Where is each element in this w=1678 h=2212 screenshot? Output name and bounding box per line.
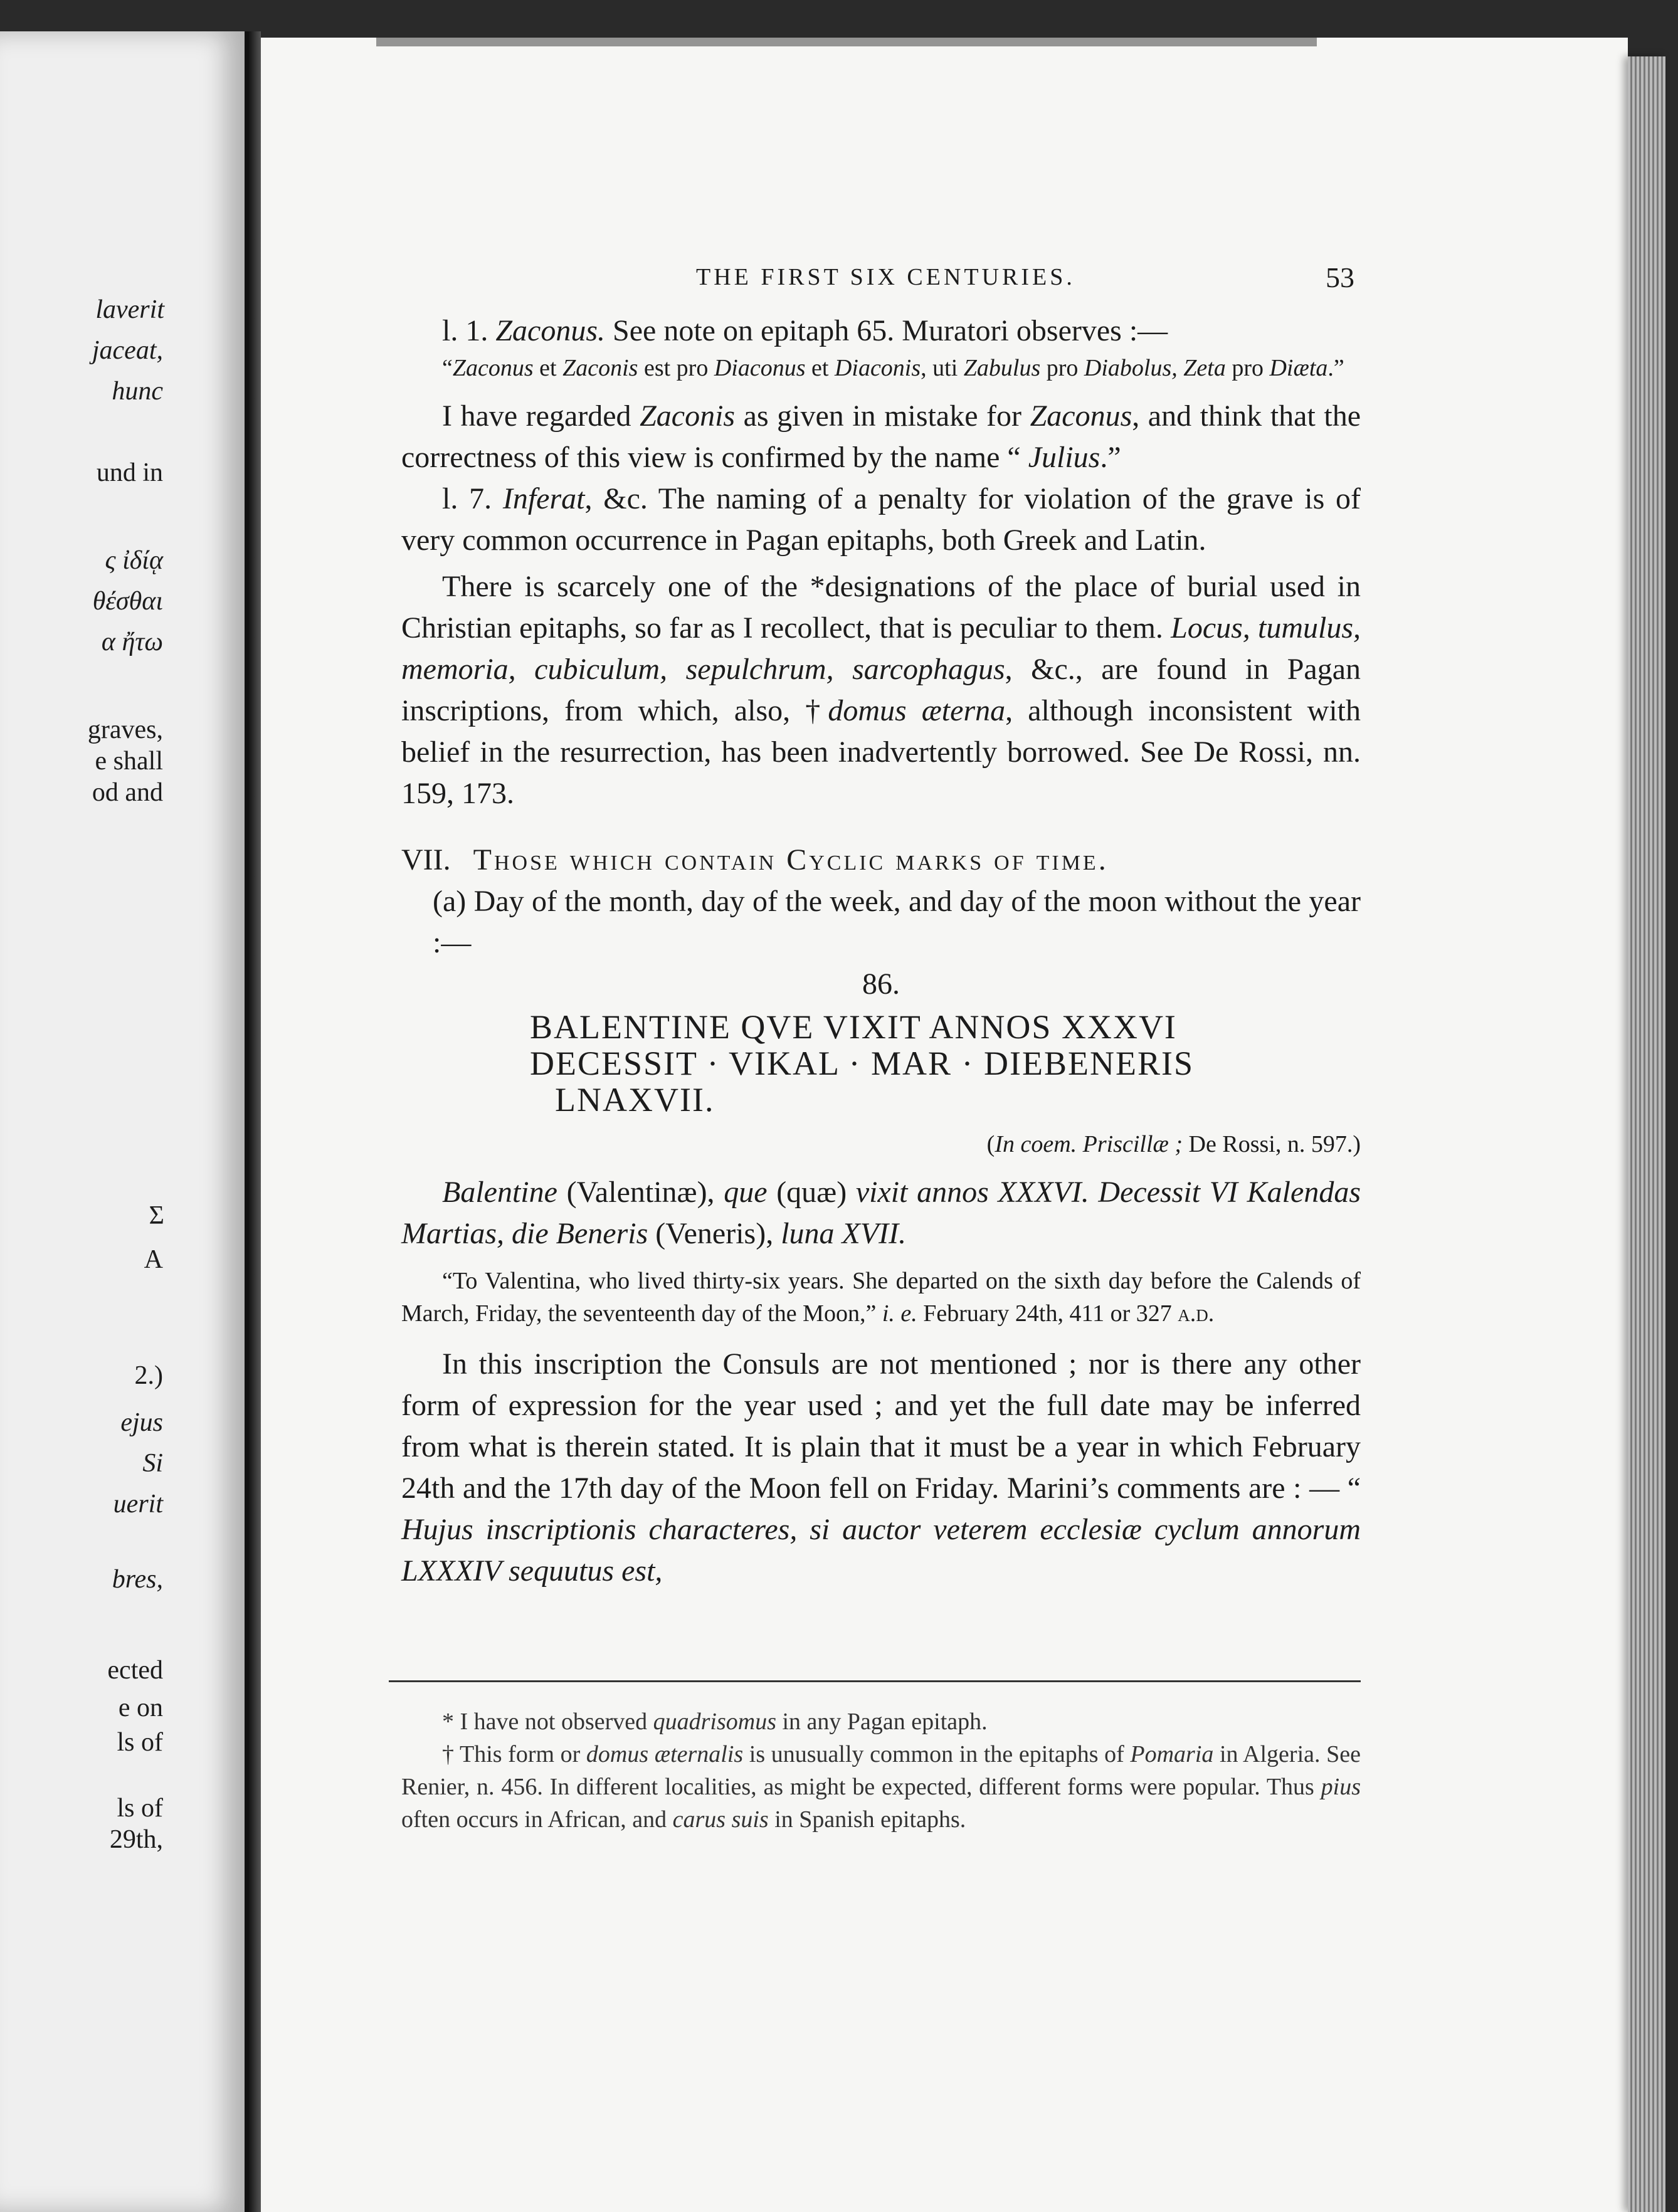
- scan-edge-shadow: [376, 38, 1317, 46]
- muratori-quote: [401, 352, 1361, 384]
- inscription-line-3: LNAXVII.: [555, 1081, 715, 1119]
- section-heading: [401, 840, 1361, 881]
- lemma: Zaconus.: [495, 314, 606, 347]
- paragraph-zaconis: [401, 396, 1361, 478]
- inscription-line-2: DECESSIT · VIKAL · MAR · DIEBENERIS: [530, 1045, 1194, 1082]
- text-run: There is scarcely one of the *designations of the place of burial used in Christian epitaphs, so far as I recollect, that is peculiar to them.: [401, 570, 1361, 645]
- footnote-rule: [389, 1680, 1361, 1682]
- left-page-text-fragment: uerit: [113, 1490, 163, 1519]
- quote-text: , uti: [921, 355, 964, 381]
- left-page-text-fragment: ejus: [120, 1408, 163, 1437]
- quote-text: et: [533, 355, 563, 381]
- text-run: “To Valentina, who lived thirty-six years. She departed on the sixth day before the Calends of March, Friday, the seventeenth day of the Moon,”: [401, 1268, 1361, 1327]
- left-page-text-fragment: e on: [118, 1693, 163, 1722]
- left-page-text-fragment: 29th,: [109, 1825, 163, 1854]
- text-run: is unusually common in the epitaphs of: [743, 1741, 1131, 1767]
- paragraph-designations: [401, 566, 1361, 814]
- epitaph-number: 86.: [862, 967, 900, 1001]
- left-page-text-fragment: bres,: [112, 1565, 163, 1594]
- quote-mark: “: [442, 355, 453, 381]
- left-page-text-fragment: e shall: [95, 747, 163, 776]
- note-text: , &c. The naming of a penalty for violation of the grave is of very common occurrence in Pagan epitaphs, both Greek and Latin.: [401, 482, 1361, 557]
- quote-word: Zaconus: [452, 355, 534, 381]
- paragraph-note-l1: [401, 310, 1361, 352]
- left-page-text-fragment: θέσθαι: [92, 587, 163, 616]
- italic-run: Locus, tumulus, memoria, cubiculum, sepulchrum, sarcophagus: [401, 611, 1361, 686]
- text-run: as given in mistake for: [735, 399, 1030, 433]
- text-run: In this inscription the Consuls are not mentioned ; nor is there any other form of expression for the year used ; and yet the full date may be inferred from what is therein stated. It is plain that it must be a year in which February 24th and the 17th day of the Moon fell on Friday. Marini’s comments are : — “: [401, 1347, 1361, 1505]
- left-page-text-fragment: ls of: [117, 1728, 163, 1757]
- left-page-text-fragment: A: [144, 1245, 163, 1274]
- left-page-text-fragment: ς ἰδίᾳ: [105, 546, 163, 575]
- page-number: 53: [1326, 261, 1354, 293]
- text-run: in Spanish epitaphs.: [768, 1806, 966, 1833]
- text-run: , &c., are found in Pagan inscriptions, from which, also, †: [401, 653, 1361, 727]
- quote-word: Zabulus: [963, 355, 1041, 381]
- italic-run: luna XVII.: [781, 1217, 907, 1250]
- quote-text: et: [805, 355, 835, 381]
- left-page-text-fragment: und in: [96, 458, 163, 487]
- subsection-text: Day of the month, day of the week, and day of the moon without the year :—: [433, 885, 1361, 959]
- italic-run: Balentine: [442, 1176, 557, 1209]
- text-run: (: [986, 1131, 995, 1157]
- left-page-text-fragment: ected: [107, 1656, 163, 1685]
- left-page-text-fragment: Σ: [149, 1201, 164, 1230]
- italic-run: domus æternalis: [586, 1741, 744, 1767]
- italic-run: quadrisomus: [653, 1709, 776, 1735]
- text-run: (quæ): [767, 1176, 856, 1209]
- italic-run: carus suis: [672, 1806, 769, 1833]
- text-run: in Algeria. See Renier, n. 456. In different localities, as might be expected, different forms were popular. Thus: [401, 1741, 1361, 1800]
- era-abbrev: a.d.: [1178, 1300, 1215, 1327]
- left-page-text-fragment: jaceat,: [92, 336, 163, 365]
- line-ref: l. 7.: [442, 482, 492, 515]
- italic-run: Zaconus: [1030, 399, 1132, 433]
- subsection-heading: [401, 881, 1361, 964]
- text-run: .”: [1100, 441, 1121, 474]
- text-run: I have regarded: [442, 399, 640, 433]
- text-run: † This form or: [442, 1741, 586, 1767]
- footnote-2: [401, 1738, 1361, 1836]
- italic-run: Pomaria: [1130, 1741, 1214, 1767]
- text-run: , although inconsistent with belief in the resurrection, has been inadvertently borrowed. See De Rossi, nn. 159, 173.: [401, 694, 1361, 810]
- text-run: in any Pagan epitaph.: [776, 1709, 988, 1735]
- section-title: Those which contain Cyclic marks of time.: [473, 843, 1109, 877]
- quote-text: pro: [1225, 355, 1270, 381]
- inscription-translation: [401, 1265, 1361, 1330]
- italic-run: pius: [1321, 1774, 1361, 1800]
- main-text: [401, 310, 1361, 1592]
- italic-run: vixit annos XXXVI. Decessit VI Kalendas Martias, die Beneris: [401, 1176, 1361, 1250]
- italic-run: In coem. Priscillæ ;: [995, 1131, 1183, 1157]
- left-page-text-fragment: graves,: [87, 715, 163, 744]
- left-page-text-fragment: od and: [92, 778, 163, 807]
- running-header: [696, 263, 1354, 291]
- quote-word: Diabolus, Zeta: [1084, 355, 1226, 381]
- text-run: (Veneris),: [648, 1217, 781, 1250]
- inscription-reading: [401, 1172, 1361, 1255]
- book-gutter: [248, 31, 261, 2212]
- subsection-label: (a): [433, 885, 467, 918]
- running-title: THE FIRST SIX CENTURIES.: [696, 264, 1075, 290]
- italic-run: Hujus inscriptionis characteres, si auctor veterem ecclesiæ cyclum annorum LXXXIV sequutus est,: [401, 1513, 1361, 1588]
- italic-run: domus æterna: [828, 694, 1006, 727]
- page-stack-edge: [1628, 56, 1665, 2212]
- text-run: (Valentinæ),: [557, 1176, 724, 1209]
- left-page-fragment: [0, 31, 248, 2212]
- footnote-1: [401, 1705, 1361, 1738]
- quote-text: pro: [1040, 355, 1084, 381]
- text-run: De Rossi, n. 597.): [1183, 1131, 1361, 1157]
- text-run: often occurs in African, and: [401, 1806, 673, 1833]
- quote-word: Diaconis: [834, 355, 921, 381]
- quote-word: Zaconis: [562, 355, 638, 381]
- quote-text: est pro: [638, 355, 714, 381]
- section-numeral: VII.: [401, 843, 451, 877]
- left-page-text-fragment: Si: [142, 1449, 163, 1478]
- italic-run: Julius: [1028, 441, 1100, 474]
- text-run: February 24th, 411 or 327: [917, 1300, 1178, 1327]
- note-text: See note on epitaph 65. Muratori observes :—: [605, 314, 1168, 347]
- inscription-source: [401, 1128, 1361, 1161]
- footnotes: [401, 1705, 1361, 1836]
- text-run: * I have not observed: [442, 1709, 653, 1735]
- quote-text: .”: [1327, 355, 1344, 381]
- quote-word: Diaconus: [714, 355, 806, 381]
- line-ref: l. 1.: [442, 314, 488, 347]
- paragraph-consuls: [401, 1344, 1361, 1592]
- paragraph-note-l7: [401, 478, 1361, 561]
- left-page-text-fragment: laverit: [95, 295, 164, 324]
- italic-run: que: [724, 1176, 768, 1209]
- left-page-text-fragment: ls of: [117, 1794, 163, 1823]
- italic-run: i. e.: [882, 1300, 917, 1327]
- italic-run: Zaconis: [640, 399, 736, 433]
- left-page-text-fragment: α ἤτω: [101, 628, 163, 656]
- quote-word: Diæta: [1269, 355, 1328, 381]
- inscription-block: [401, 1009, 1361, 1118]
- lemma: Inferat: [502, 482, 585, 515]
- inscription-line-1: BALENTINE QVE VIXIT ANNOS XXXVI: [530, 1008, 1177, 1046]
- left-page-text-fragment: hunc: [112, 377, 163, 406]
- text-run: , and think that the correctness of this view is confirmed by the name “: [401, 399, 1361, 474]
- left-page-text-fragment: 2.): [134, 1361, 163, 1390]
